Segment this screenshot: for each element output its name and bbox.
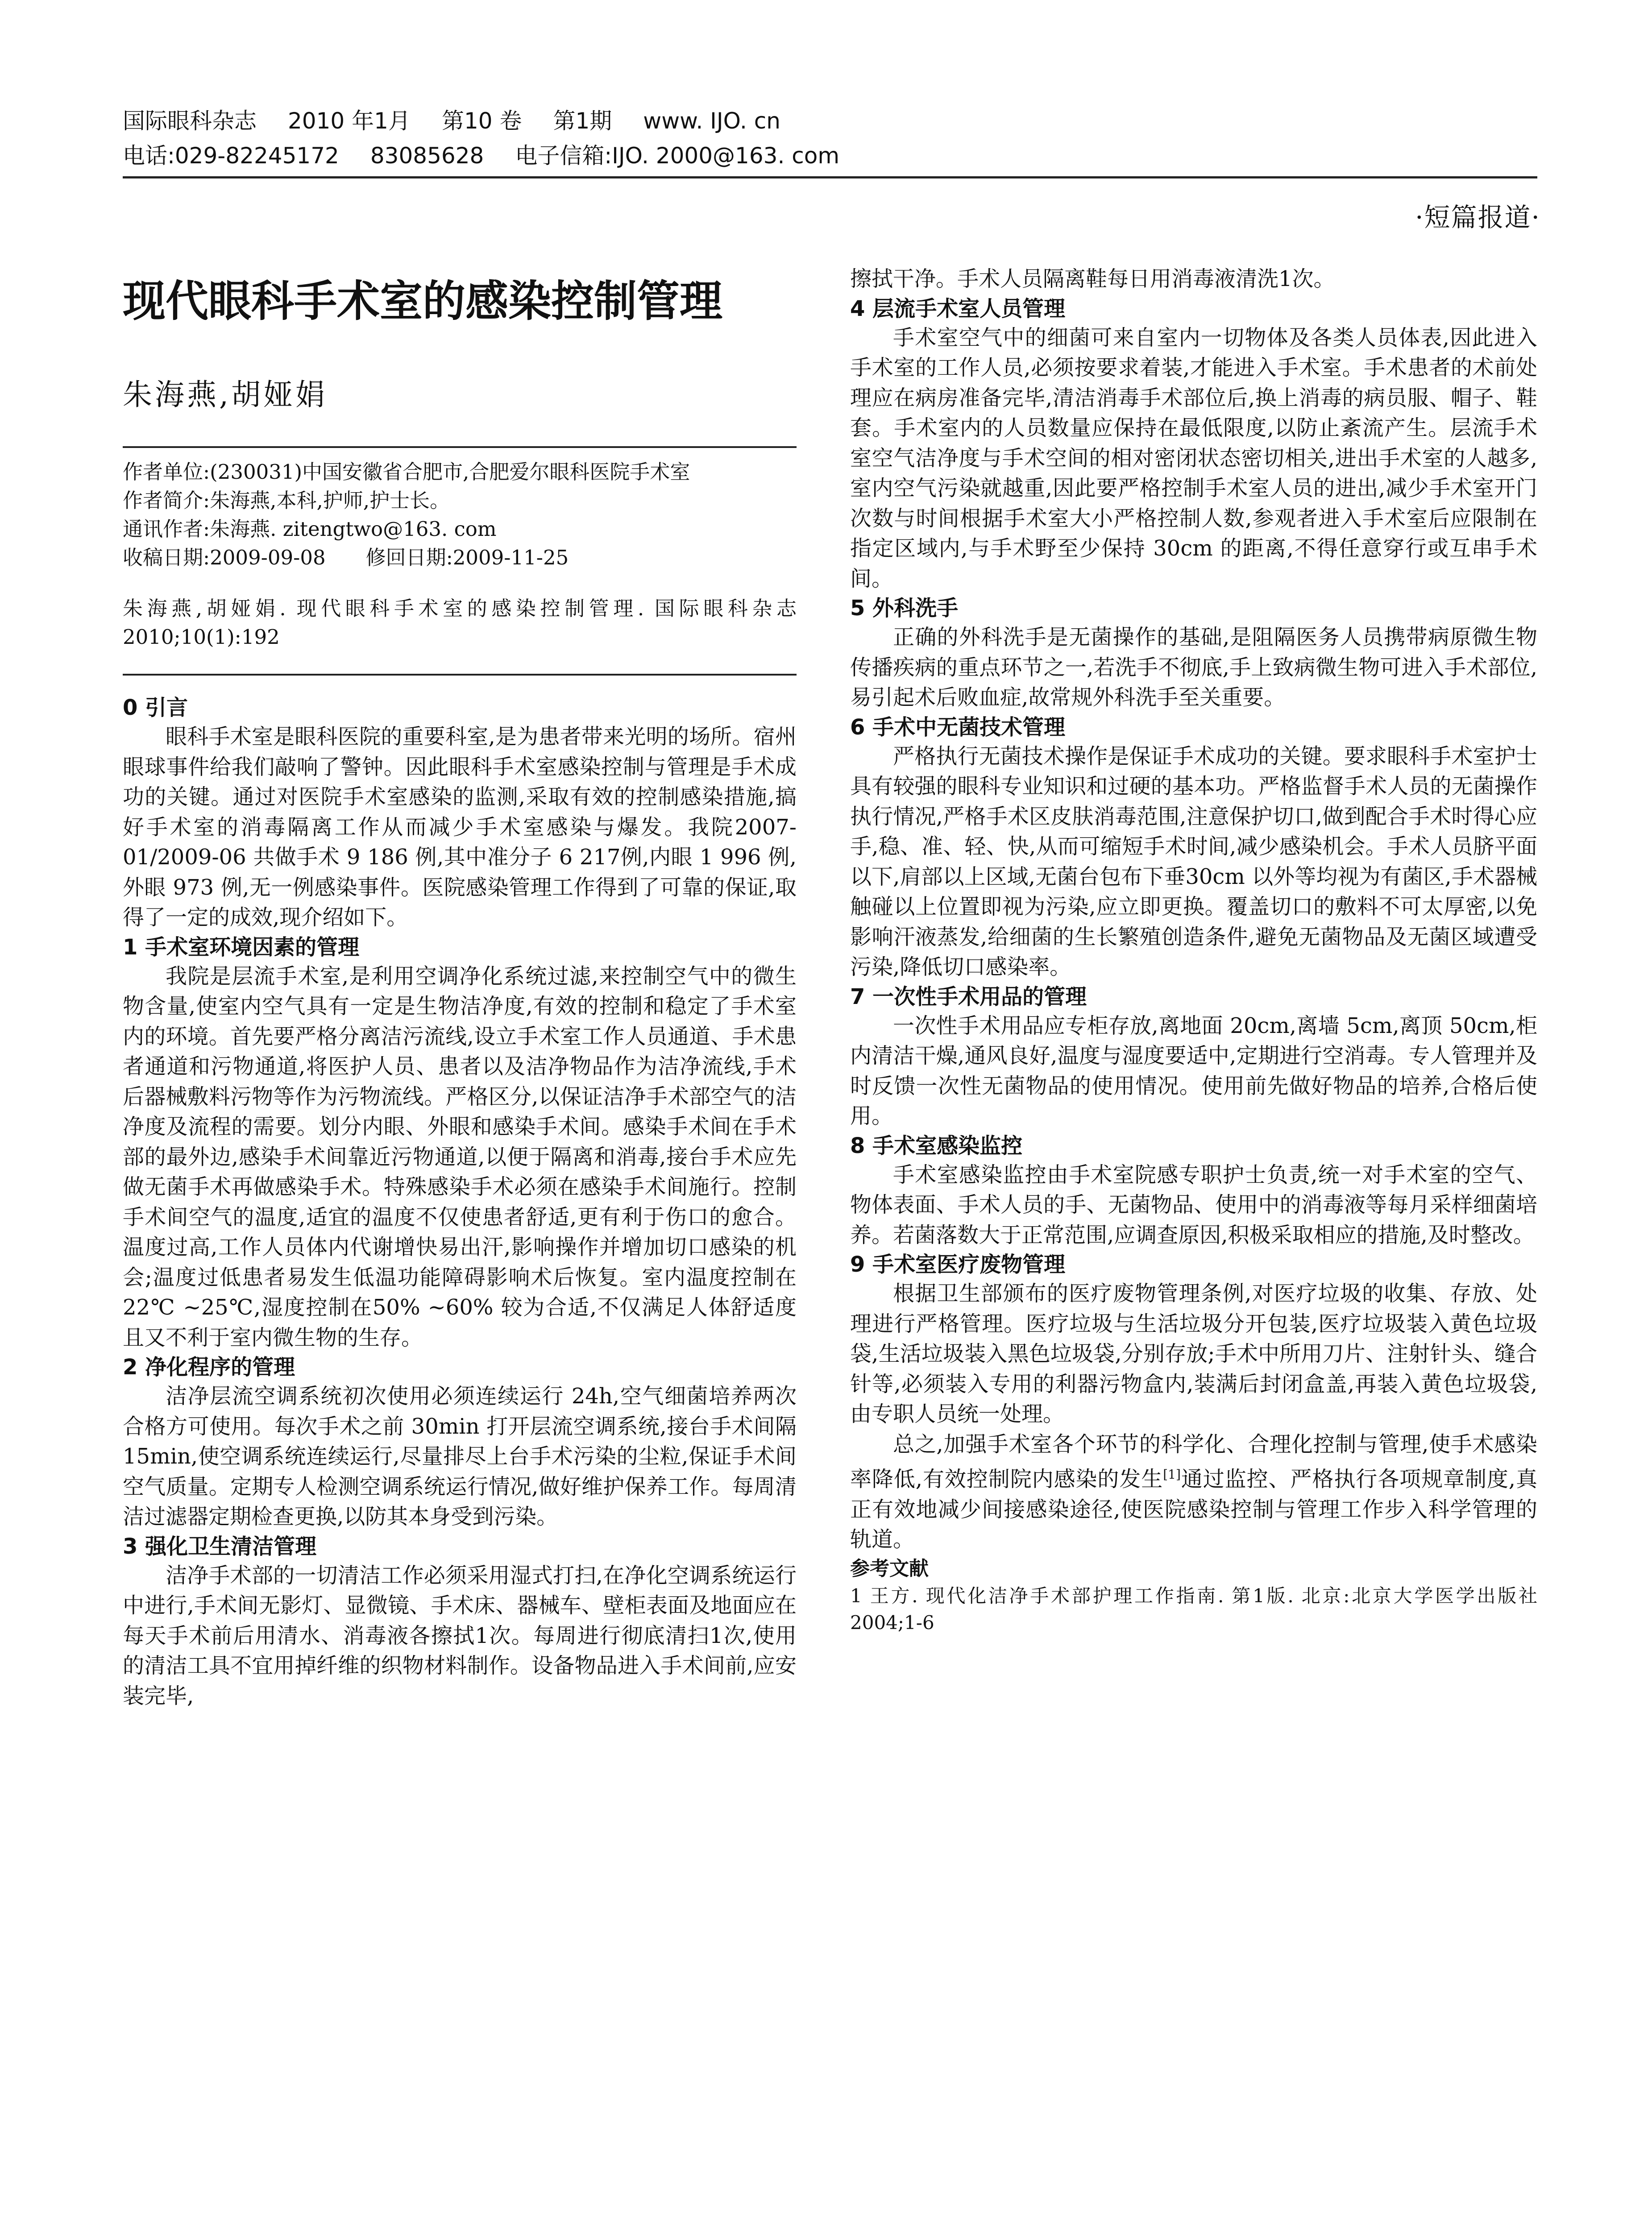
section-paragraph: 严格执行无菌技术操作是保证手术成功的关键。要求眼科手术室护士具有较强的眼科专业知识和过硬的基本功。严格监督手术人员的无菌操作执行情况,严格手术区皮肤消毒范围,注意保护切口,做到配合手术时得心应手,稳、准、轻、快,从而可缩短手术时间,减少感染机会。手术人员脐平面以下,肩部以上区域,无菌台包布下垂30cm 以外等均视为有菌区,手术器械触碰以上位置即视为污染,应立即更换。覆盖切口的敷料不可太厚密,以免影响汗液蒸发,给细菌的生长繁殖创造条件,避免无菌物品及无菌区域遭受污染,降低切口感染率。 (850, 743, 1537, 979)
section-heading-personnel: 4 层流手术室人员管理 (850, 296, 1066, 321)
volume: 第10 卷 (441, 108, 522, 134)
left-column (123, 263, 797, 1711)
section-paragraph: 眼科手术室是眼科医院的重要科室,是为患者带来光明的场所。宿州眼球事件给我们敲响了警钟。因此眼科手术室感染控制与管理是手术成功的关键。通过对医院手术室感染的监测,采取有效的控制感染措施,搞好手术室的消毒隔离工作从而减少手术室感染与爆发。我院2007-01/2009-06 共做手术 9 186 例,其中准分子 6 217例,内眼 1 996 例,外眼 973 例,无一例感染事件。医院感染管理工作得到了可靠的保证,取得了一定的成效,现介绍如下。 (123, 724, 797, 930)
section-heading-monitoring: 8 手术室感染监控 (850, 1133, 1023, 1158)
section-heading-purification: 2 净化程序的管理 (123, 1355, 295, 1380)
author-bio: 作者简介:朱海燕,本科,护师,护士长。 (123, 489, 450, 512)
section-heading-medical-waste: 9 手术室医疗废物管理 (850, 1252, 1066, 1277)
section-paragraph-continued: 擦拭干净。手术人员隔离鞋每日用消毒液清洗1次。 (850, 266, 1335, 291)
references-heading: 参考文献 (850, 1557, 929, 1580)
journal-header-line-1 (123, 104, 1537, 138)
received-revised-dates: 收稿日期:2009-09-08 修回日期:2009-11-25 (123, 546, 569, 569)
section-paragraph: 根据卫生部颁布的医疗废物管理条例,对医疗垃圾的收集、存放、处理进行严格管理。医疗垃圾与生活垃圾分开包装,医疗垃圾装入黄色垃圾袋,生活垃圾装入黑色垃圾袋,分别存放;手术中所用刀片、注射针头、缝合针等,必须装入专用的利器污物盒内,装满后封闭盒盖,再装入黄色垃圾袋,由专职人员统一处理。 (850, 1281, 1537, 1427)
section-heading-environment: 1 手术室环境因素的管理 (123, 934, 360, 960)
section-paragraph: 正确的外科洗手是无菌操作的基础,是阻隔医务人员携带病原微生物传播疾病的重点环节之一,若洗手不彻底,手上致病微生物可进入手术部位,易引起术后败血症,故常规外科洗手至关重要。 (850, 625, 1537, 710)
article-title: 现代眼科手术室的感染控制管理 (123, 276, 722, 326)
section-paragraph: 手术室空气中的细菌可来自室内一切物体及各类人员体表,因此进入手术室的工作人员,必须按要求着装,才能进入手术室。手术患者的术前处理应在病房准备完毕,清洁消毒手术部位后,换上消毒的病员服、帽子、鞋套。手术室内的人员数量应保持在最低限度,以防止紊流产生。层流手术室空气洁净度与手术空间的相对密闭状态密切相关,进出手术室的人越多,室内空气污染就越重,因此要严格控制手术室人员的进出,减少手术室开门次数与时间根据手术室大小严格控制人数,参观者进入手术室后应限制在指定区域内,与手术野至少保持 30cm 的距离,不得任意穿行或互串手术间。 (850, 325, 1537, 591)
section-heading-hand-washing: 5 外科洗手 (850, 596, 959, 621)
section-paragraph: 洁净层流空调系统初次使用必须连续运行 24h,空气细菌培养两次合格方可使用。每次手术之前 30min 打开层流空调系统,接台手术间隔 15min,使空调系统连续运行,尽量排尽上台手术污染的尘粒,保证手术间空气质量。定期专人检测空调系统运行情况,做好维护保养工作。每周清洁过滤器定期检查更换,以防其本身受到污染。 (123, 1384, 797, 1529)
phone-number: 电话:029-82245172 (123, 143, 339, 169)
issue-date: 2010 年1月 (288, 108, 411, 134)
conclusion-paragraph (850, 1430, 1537, 1555)
issue-number: 第1期 (553, 108, 612, 134)
section-heading-introduction: 0 引言 (123, 695, 188, 720)
section-heading-cleaning: 3 强化卫生清洁管理 (123, 1534, 317, 1559)
right-column (850, 264, 1537, 1636)
citation: 朱海燕,胡娅娟. 现代眼科手术室的感染控制管理. 国际眼科杂志 2010;10(1):192 (123, 597, 797, 649)
corresponding-author: 通讯作者:朱海燕. zitengtwo@163. com (123, 517, 497, 541)
journal-header (123, 104, 1537, 173)
phone-number-2: 83085628 (370, 143, 484, 169)
article-authors: 朱海燕,胡娅娟 (123, 377, 328, 412)
reference-item: 1 王方. 现代化洁净手术部护理工作指南. 第1版. 北京:北京大学医学出版社 2004;1-6 (850, 1584, 1537, 1634)
author-affiliation: 作者单位:(230031)中国安徽省合肥市,合肥爱尔眼科医院手术室 (123, 460, 690, 484)
journal-email[interactable]: 电子信箱:IJO. 2000@163. com (515, 143, 840, 169)
journal-website[interactable]: www. IJO. cn (643, 108, 780, 134)
section-tag: ·短篇报道· (1415, 202, 1540, 232)
conclusion-text: 总之,加强手术室各个环节的科学化、合理化控制与管理,使手术感染率降低,有效控制院内感染的发生 (850, 1431, 1537, 1492)
journal-header-line-2 (123, 138, 1537, 173)
section-heading-disposables: 7 一次性手术用品的管理 (850, 984, 1087, 1009)
section-heading-aseptic: 6 手术中无菌技术管理 (850, 714, 1066, 740)
section-paragraph: 洁净手术部的一切清洁工作必须采用湿式打扫,在净化空调系统运行中进行,手术间无影灯、显微镜、手术床、器械车、壁柜表面及地面应在每天手术前后用清水、消毒液各擦拭1次。每周进行彻底清扫1次,使用的清洁工具不宜用掉纤维的织物材料制作。设备物品进入手术间前,应安装完毕, (123, 1563, 797, 1708)
conclusion-text-continued: 通过监控、严格执行各项规章制度,真正有效地减少间接感染途径,使医院感染控制与管理工作步入科学管理的轨道。 (850, 1467, 1537, 1552)
reference-marker[interactable]: [1] (1163, 1467, 1181, 1482)
meta-divider (123, 446, 797, 448)
header-divider (123, 176, 1537, 178)
section-paragraph: 我院是层流手术室,是利用空调净化系统过滤,来控制空气中的微生物含量,使室内空气具有一定是生物洁净度,有效的控制和稳定了手术室内的环境。首先要严格分离洁污流线,设立手术室工作人员通道、手术患者通道和污物通道,将医护人员、患者以及洁净物品作为洁净流线,手术后器械敷料污物等作为污物流线。严格区分,以保证洁净手术部空气的洁净度及流程的需要。划分内眼、外眼和感染手术间。感染手术间在手术部的最外边,感染手术间靠近污物通道,以便于隔离和消毒,接台手术应先做无菌手术再做感染手术。特殊感染手术必须在感染手术间施行。控制手术间空气的温度,适宜的温度不仅使患者舒适,更有利于伤口的愈合。温度过高,工作人员体内代谢增快易出汗,影响操作并增加切口感染的机会;温度过低患者易发生低温功能障碍影响术后恢复。室内温度控制在22℃ ~25℃,湿度控制在50% ~60% 较为合适,不仅满足人体舒适度且又不利于室内微生物的生存。 (123, 963, 797, 1350)
section-paragraph: 一次性手术用品应专柜存放,离地面 20cm,离墙 5cm,离顶 50cm,柜内清洁干燥,通风良好,温度与湿度要适中,定期进行空消毒。专人管理并及时反馈一次性无菌物品的使用情况。使用前先做好物品的培养,合格后使用。 (850, 1013, 1537, 1128)
citation-divider (123, 674, 797, 676)
journal-name: 国际眼科杂志 (123, 108, 257, 134)
section-paragraph: 手术室感染监控由手术室院感专职护士负责,统一对手术室的空气、物体表面、手术人员的手、无菌物品、使用中的消毒液等每月采样细菌培养。若菌落数大于正常范围,应调查原因,积极采取相应的措施,及时整改。 (850, 1162, 1537, 1248)
